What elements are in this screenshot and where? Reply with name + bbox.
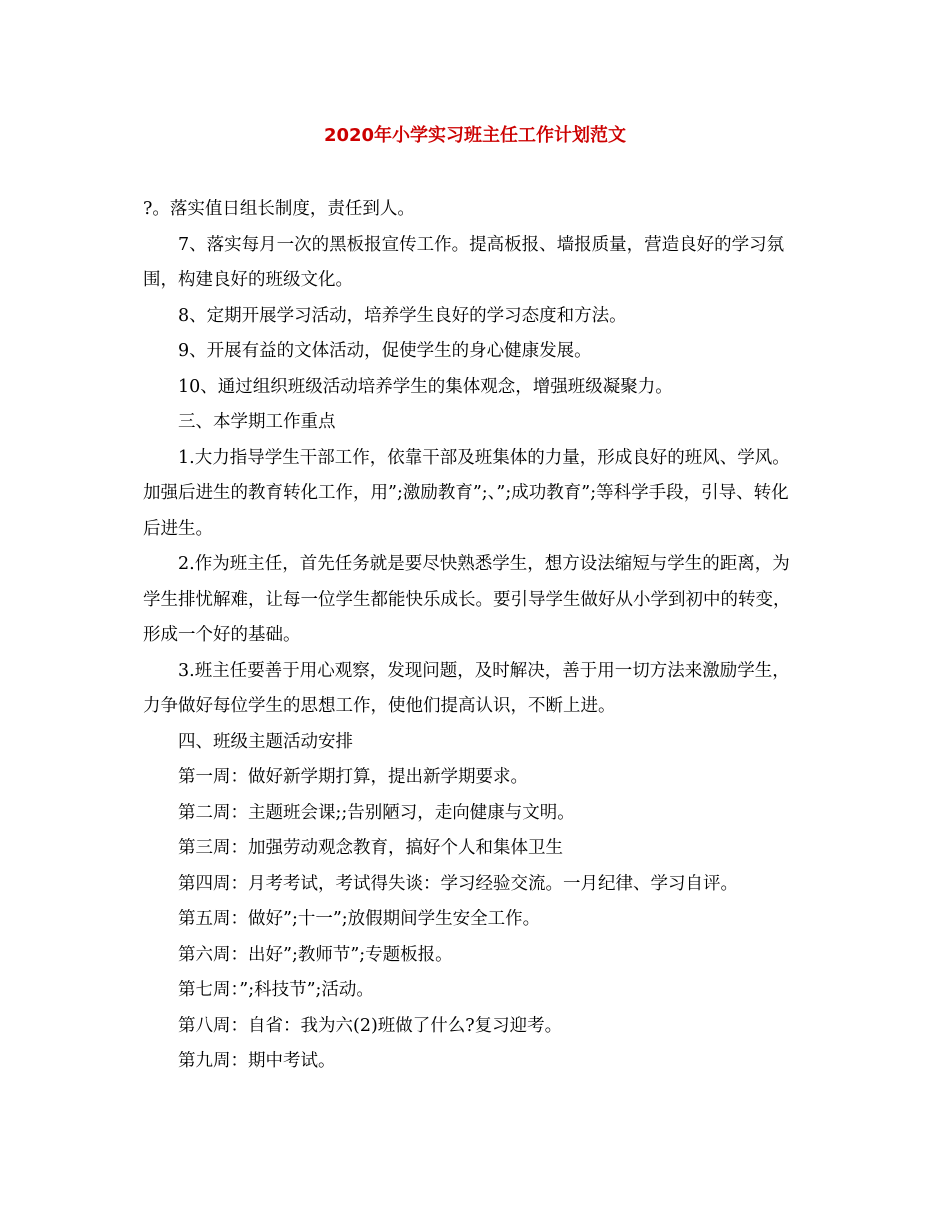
- schedule-item: 第四周：月考考试，考试得失谈：学习经验交流。一月纪律、学习自评。: [178, 873, 738, 894]
- schedule-item: 第三周：加强劳动观念教育，搞好个人和集体卫生: [178, 838, 563, 858]
- paragraph: 3.班主任要善于用心观察，发现问题，及时解决，善于用一切方法来激励学生，力争做好每位学生的思想工作，使他们提高认识，不断上进。: [143, 660, 790, 716]
- schedule-item: 第一周：做好新学期打算，提出新学期要求。: [178, 767, 528, 787]
- paragraph: ?。落实值日组长制度，责任到人。: [143, 199, 415, 219]
- section-heading: 三、本学期工作重点: [178, 412, 336, 432]
- paragraph: 10、通过组织班级活动培养学生的集体观念，增强班级凝聚力。: [178, 376, 673, 397]
- paragraph: 8、定期开展学习活动，培养学生良好的学习态度和方法。: [178, 305, 627, 326]
- schedule-item: 第八周：自省：我为六(2)班做了什么?复习迎考。: [178, 1015, 563, 1036]
- paragraph: 7、落实每月一次的黑板报宣传工作。提高板报、墙报质量，营造良好的学习氛围，构建良好的班级文化。: [143, 234, 785, 290]
- document-body: [143, 192, 803, 1080]
- schedule-item: 第六周：出好”;教师节”;专题板报。: [178, 944, 453, 965]
- paragraph: 1.大力指导学生干部工作，依靠干部及班集体的力量，形成良好的班风、学风。加强后进生的教育转化工作，用”;激励教育”;、”;成功教育”;等科学手段，引导、转化后进生。: [143, 447, 790, 539]
- schedule-item: 第九周：期中考试。: [178, 1051, 336, 1071]
- paragraph: 2.作为班主任，首先任务就是要尽快熟悉学生，想方设法缩短与学生的距离，为学生排忧解难，让每一位学生都能快乐成长。要引导学生做好从小学到初中的转变，形成一个好的基础。: [143, 554, 791, 645]
- paragraph: 9、开展有益的文体活动，促使学生的身心健康发展。: [178, 341, 592, 361]
- schedule-item: 第七周：”;科技节”;活动。: [178, 980, 374, 1000]
- section-heading: 四、班级主题活动安排: [178, 731, 353, 752]
- document-title: 2020年小学实习班主任工作计划范文: [323, 125, 627, 146]
- schedule-item: 第二周：主题班会课;;告别陋习，走向健康与文明。: [178, 802, 575, 823]
- schedule-item: 第五周：做好”;十一”;放假期间学生安全工作。: [178, 909, 541, 929]
